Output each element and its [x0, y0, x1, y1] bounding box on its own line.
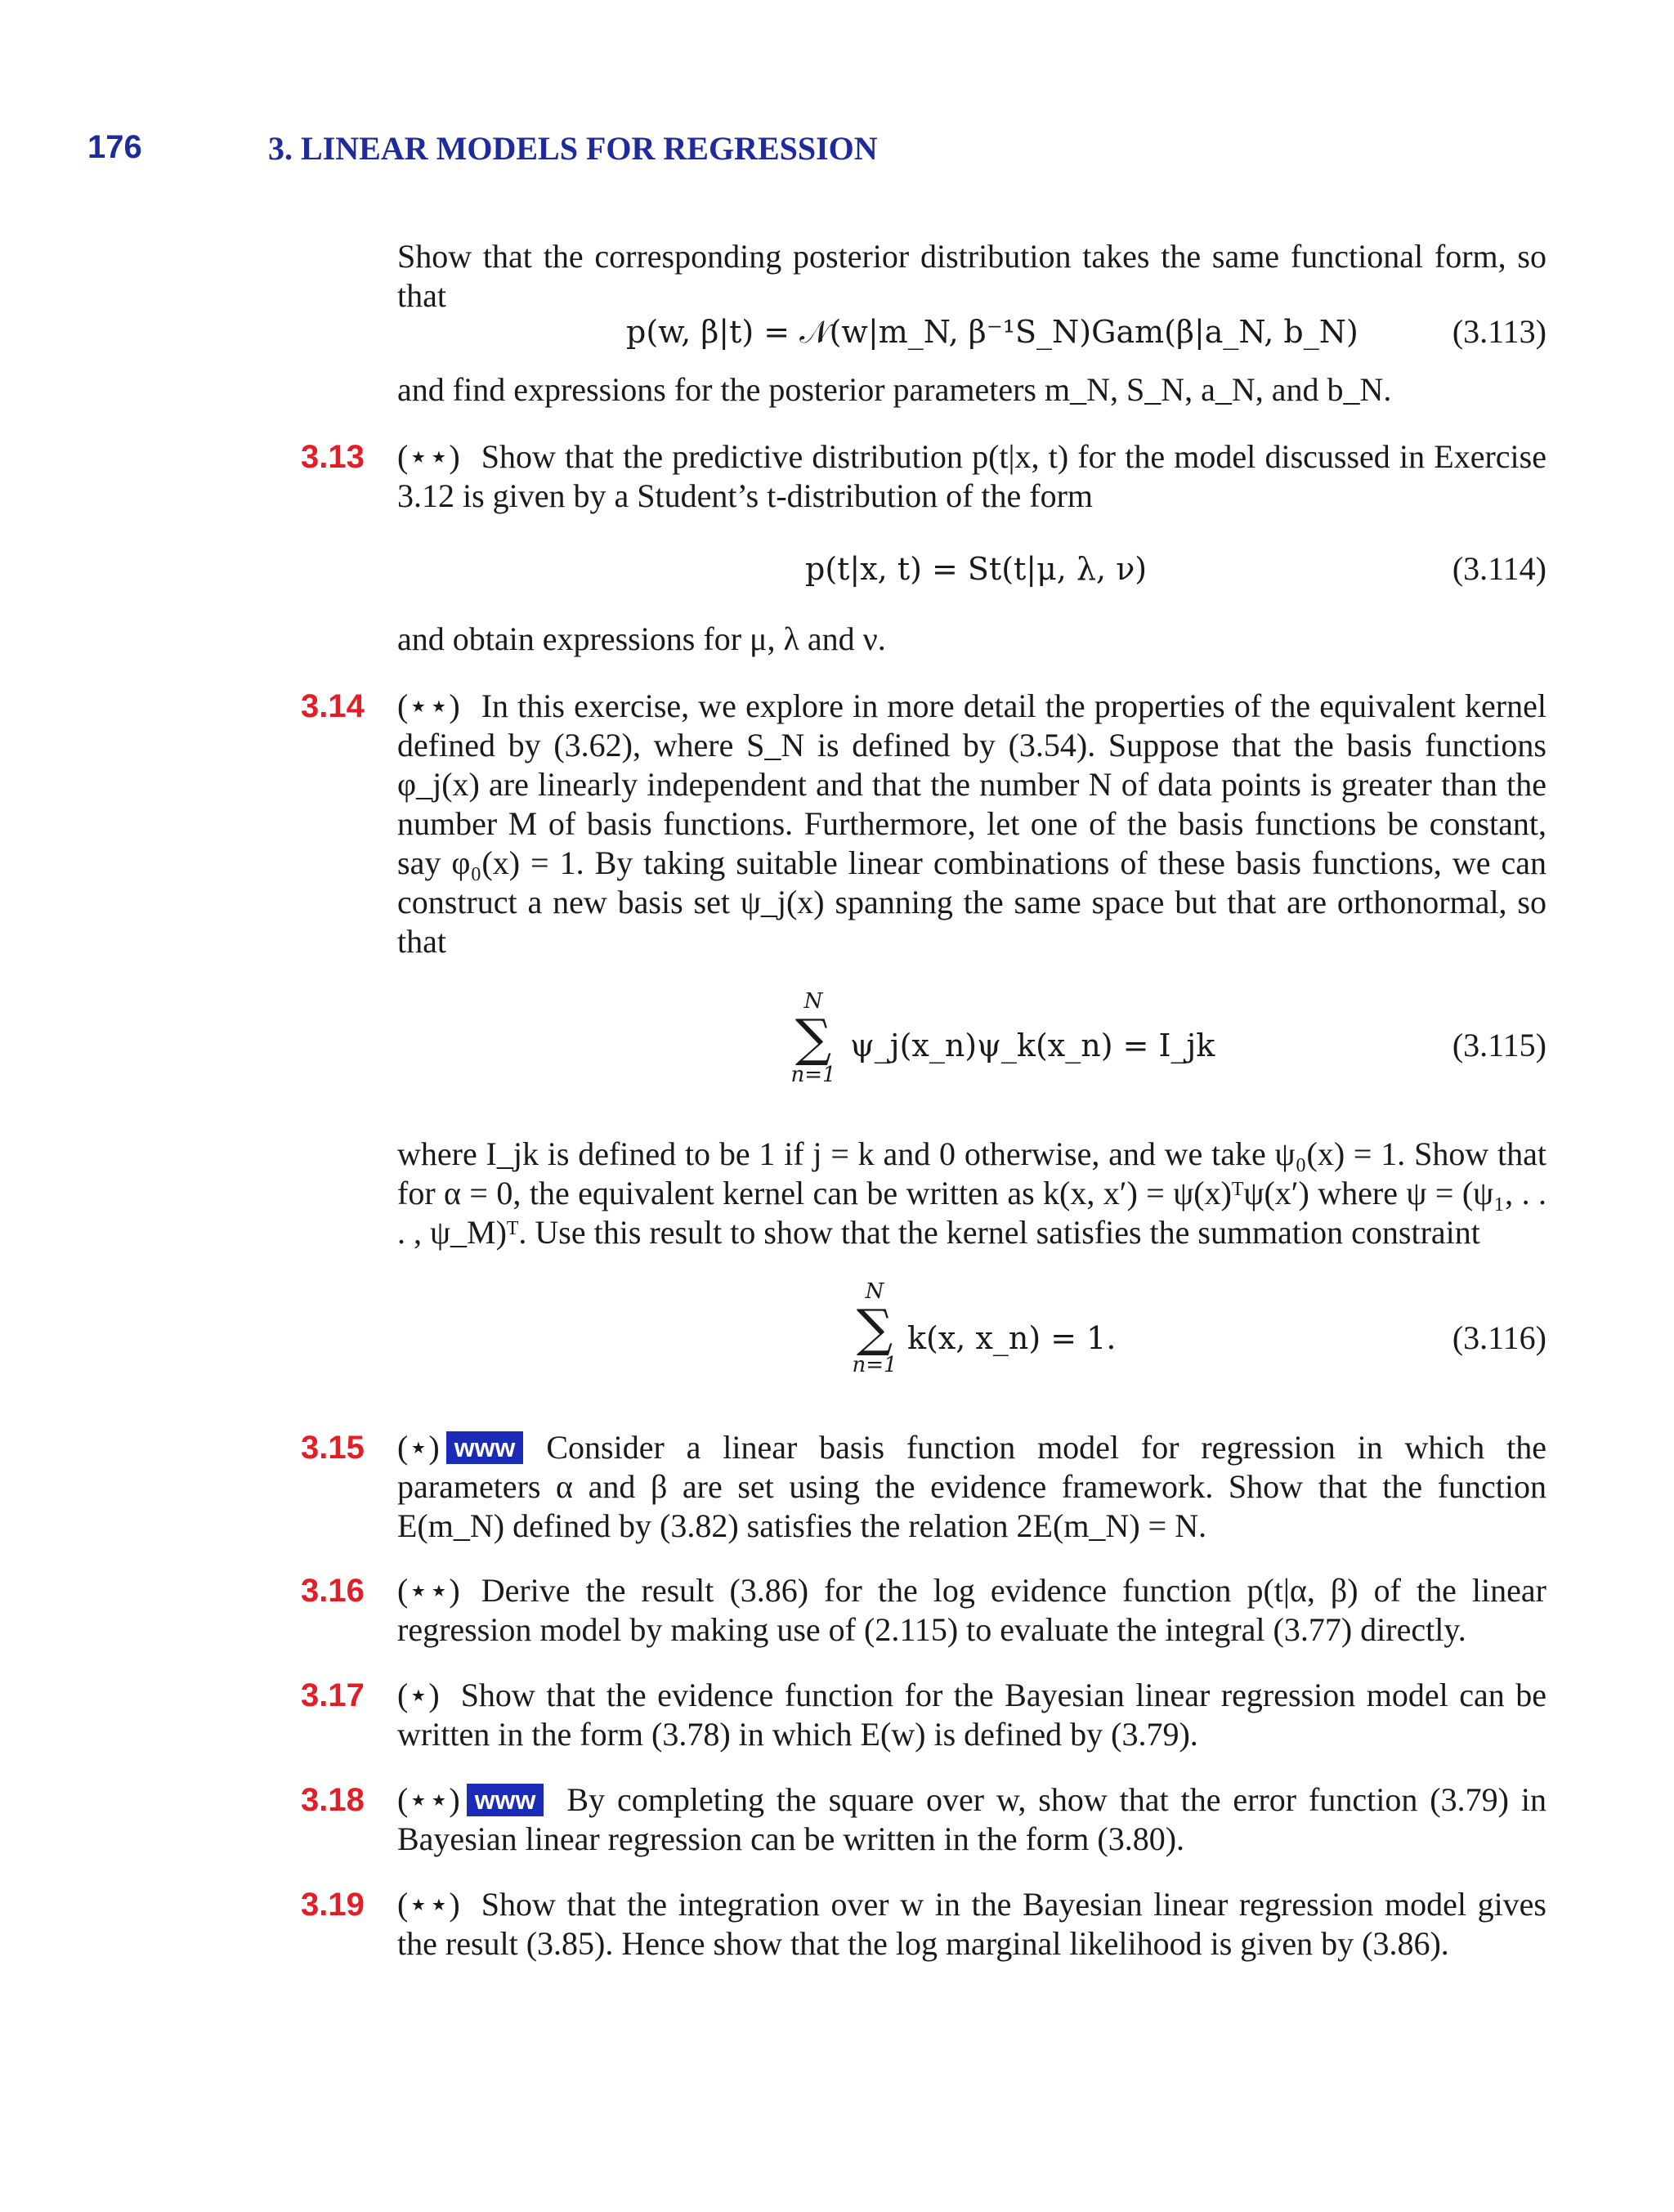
difficulty-stars: (⋆⋆) [397, 1886, 460, 1923]
page-header [0, 129, 1674, 178]
exercise-number-3-18: 3.18 [301, 1782, 365, 1818]
exercise-3-16-text [397, 1571, 1546, 1650]
equation-number-3-113: (3.113) [1452, 313, 1546, 350]
equation-number-3-114: (3.114) [1452, 550, 1546, 587]
exercise-body: Consider a linear basis function model for regression in which the parameters α and β are set using the evidence framework. Show that the function E(m_N) defined by (3.82) satisfies the relation 2E(m_N) = N. [397, 1429, 1546, 1544]
equation-number-3-115: (3.115) [1452, 1027, 1546, 1063]
difficulty-stars: (⋆) [397, 1429, 440, 1466]
difficulty-stars: (⋆) [397, 1677, 440, 1713]
intro-paragraph-1: Show that the corresponding posterior distribution takes the same functional form, so that [397, 238, 1546, 314]
exercise-number-3-14: 3.14 [301, 688, 365, 724]
exercise-3-19-text [397, 1885, 1546, 1963]
difficulty-stars: (⋆⋆) [397, 438, 460, 475]
exercise-body: In this exercise, we explore in more detail the properties of the equivalent kernel defined by (3.62), where S_N is defined by (3.54). Suppose that the basis functions φ_j(x) are linearly independent and that the number N of data points is greater than the number M of basis functions. Furthermore, let one of the basis functions be constant, say φ₀(x) = 1. By taking suitable linear combinations of these basis functions, we can construct a new basis set ψ_j(x) spanning the same space but that are orthonormal, so that [397, 687, 1546, 960]
intro-paragraph-2: and find expressions for the posterior parameters m_N, S_N, a_N, and b_N. [397, 371, 1392, 408]
exercise-3-13-after: and obtain expressions for μ, λ and ν. [397, 620, 886, 657]
sum-upper-limit: N [803, 989, 823, 1014]
difficulty-stars: (⋆⋆) [397, 1572, 460, 1609]
equation-3-113: p(w, β|t) = 𝒩(w|m_N, β⁻¹S_N)Gam(β|a_N, b_N) [626, 314, 1358, 350]
equation-number-3-116: (3.116) [1452, 1319, 1546, 1356]
difficulty-stars: (⋆⋆) [397, 687, 460, 724]
exercise-body: By completing the square over w, show that the error function (3.79) in Bayesian linear regression can be written in the form (3.80). [397, 1781, 1546, 1857]
exercise-number-3-13: 3.13 [301, 439, 365, 475]
equation-3-114: p(t|x, t) = St(t|μ, λ, ν) [805, 551, 1148, 587]
sum-lower-limit: n=1 [852, 1353, 897, 1377]
exercise-number-3-15: 3.15 [301, 1430, 365, 1466]
exercise-number-3-17: 3.17 [301, 1677, 365, 1713]
exercise-3-14-text [397, 687, 1546, 961]
exercise-3-14-middle: where I_jk is defined to be 1 if j = k and 0 otherwise, and we take ψ₀(x) = 1. Show that for α = 0, the equivalent kernel can be written as k(x, x′) = ψ(x)ᵀψ(x′) where ψ = (ψ₁, . . . , ψ_M)ᵀ. Use this result to show that the kernel satisfies the summation constraint [397, 1135, 1546, 1251]
exercise-3-13-text [397, 437, 1546, 516]
difficulty-stars: (⋆⋆) [397, 1781, 460, 1818]
exercise-body: Derive the result (3.86) for the log evidence function p(t|α, β) of the linear regression model by making use of (2.115) to evaluate the integral (3.77) directly. [397, 1572, 1546, 1648]
exercise-3-17-text [397, 1676, 1546, 1754]
exercise-body: Show that the evidence function for the Bayesian linear regression model can be written in the form (3.78) in which E(w) is defined by (3.79). [397, 1677, 1546, 1753]
www-badge[interactable]: www [467, 1784, 544, 1816]
www-badge[interactable]: www [446, 1431, 524, 1464]
exercise-number-3-19: 3.19 [301, 1887, 365, 1923]
summation-3-116 [846, 1279, 903, 1377]
sigma-symbol: ∑ [856, 1298, 893, 1358]
sigma-symbol: ∑ [794, 1008, 832, 1068]
sum-upper-limit: N [865, 1279, 884, 1304]
exercise-3-15-text [397, 1428, 1546, 1546]
chapter-title: 3. LINEAR MODELS FOR REGRESSION [268, 130, 878, 167]
exercise-number-3-16: 3.16 [301, 1573, 365, 1609]
exercise-body: Show that the integration over w in the Bayesian linear regression model gives the result (3.85). Hence show that the log marginal likelihood is given by (3.86). [397, 1886, 1546, 1962]
equation-3-116: k(x, x_n) = 1. [907, 1320, 1117, 1356]
sum-lower-limit: n=1 [790, 1063, 836, 1087]
page-number: 176 [87, 129, 142, 165]
exercise-body: Show that the predictive distribution p(t|x, t) for the model discussed in Exercise 3.12 is given by a Student’s t-distribution of the form [397, 438, 1546, 514]
exercise-3-18-text [397, 1780, 1546, 1859]
equation-3-115: ψ_j(x_n)ψ_k(x_n) = I_jk [850, 1028, 1215, 1063]
summation-3-115 [785, 989, 842, 1087]
